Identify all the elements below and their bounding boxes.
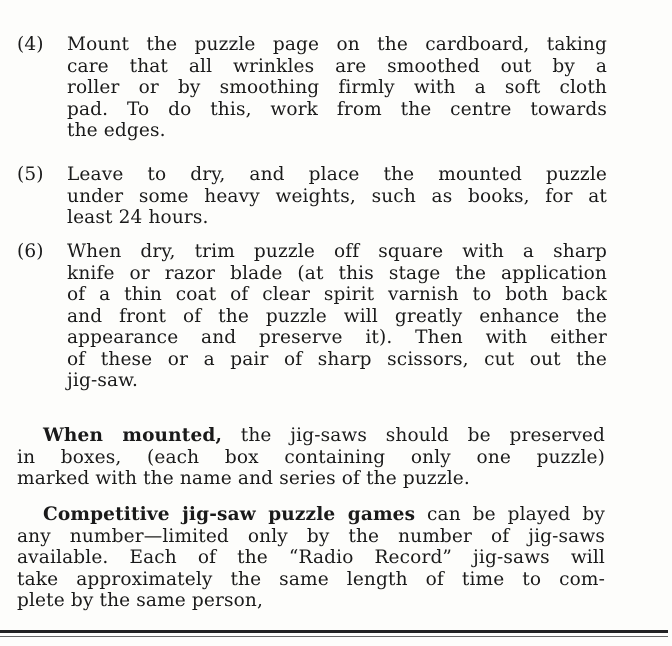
- text-line: [17, 425, 605, 447]
- text-line: care that all wrinkles are smoothed out by a: [67, 55, 607, 77]
- bottom-rule: [0, 630, 668, 633]
- text-line: Leave to dry, and place the mounted puzzle: [67, 164, 607, 185]
- text-line: the edges.: [67, 120, 166, 141]
- paragraph-lead: When mounted,: [43, 425, 223, 446]
- text-line: of these or a pair of sharp scissors, cut out the: [67, 348, 607, 370]
- step-4: [17, 34, 607, 142]
- text-line: any number—limited only by the number of jig-saws: [17, 525, 605, 547]
- step-5: [17, 164, 607, 229]
- paragraph-lead: Competitive jig-saw puzzle games: [43, 504, 416, 525]
- text-line: pad. To do this, work from the centre towards: [67, 98, 607, 120]
- text-line: available. Each of the “Radio Record” jig-saws will: [17, 547, 605, 568]
- text-line: in boxes, (each box containing only one puzzle): [17, 446, 605, 468]
- text-line: When dry, trim puzzle off square with a sharp: [67, 241, 607, 262]
- text-line: and front of the puzzle will greatly enhance the: [67, 305, 607, 327]
- step-text: [67, 34, 607, 142]
- step-text: [67, 164, 607, 229]
- step-text: [67, 241, 607, 392]
- step-number: (6): [17, 241, 44, 262]
- bottom-rule-thin: [0, 636, 668, 637]
- paragraph-rest: can be played by: [415, 504, 605, 525]
- text-line: under some heavy weights, such as books, for at: [67, 185, 607, 207]
- step-6: [17, 241, 607, 392]
- text-line: plete by the same person,: [17, 590, 264, 611]
- paragraph-when-mounted: [17, 425, 605, 490]
- step-number: (5): [17, 164, 44, 185]
- text-line: jig-saw.: [67, 370, 138, 391]
- text-line: take approximately the same length of time to com-: [17, 568, 605, 590]
- paragraph-competitive-games: [17, 504, 605, 612]
- text-line: knife or razor blade (at this stage the application: [67, 262, 607, 284]
- text-line: marked with the name and series of the puzzle.: [17, 468, 470, 489]
- text-line: least 24 hours.: [67, 207, 209, 228]
- text-line: roller or by smoothing firmly with a soft cloth: [67, 77, 607, 98]
- text-line: of a thin coat of clear spirit varnish to both back: [67, 284, 607, 305]
- text-line: [17, 504, 605, 526]
- step-number: (4): [17, 34, 44, 55]
- text-line: Mount the puzzle page on the cardboard, taking: [67, 34, 607, 55]
- paragraph-rest: the jig-saws should be preserved: [222, 425, 605, 446]
- text-line: appearance and preserve it). Then with either: [67, 327, 607, 348]
